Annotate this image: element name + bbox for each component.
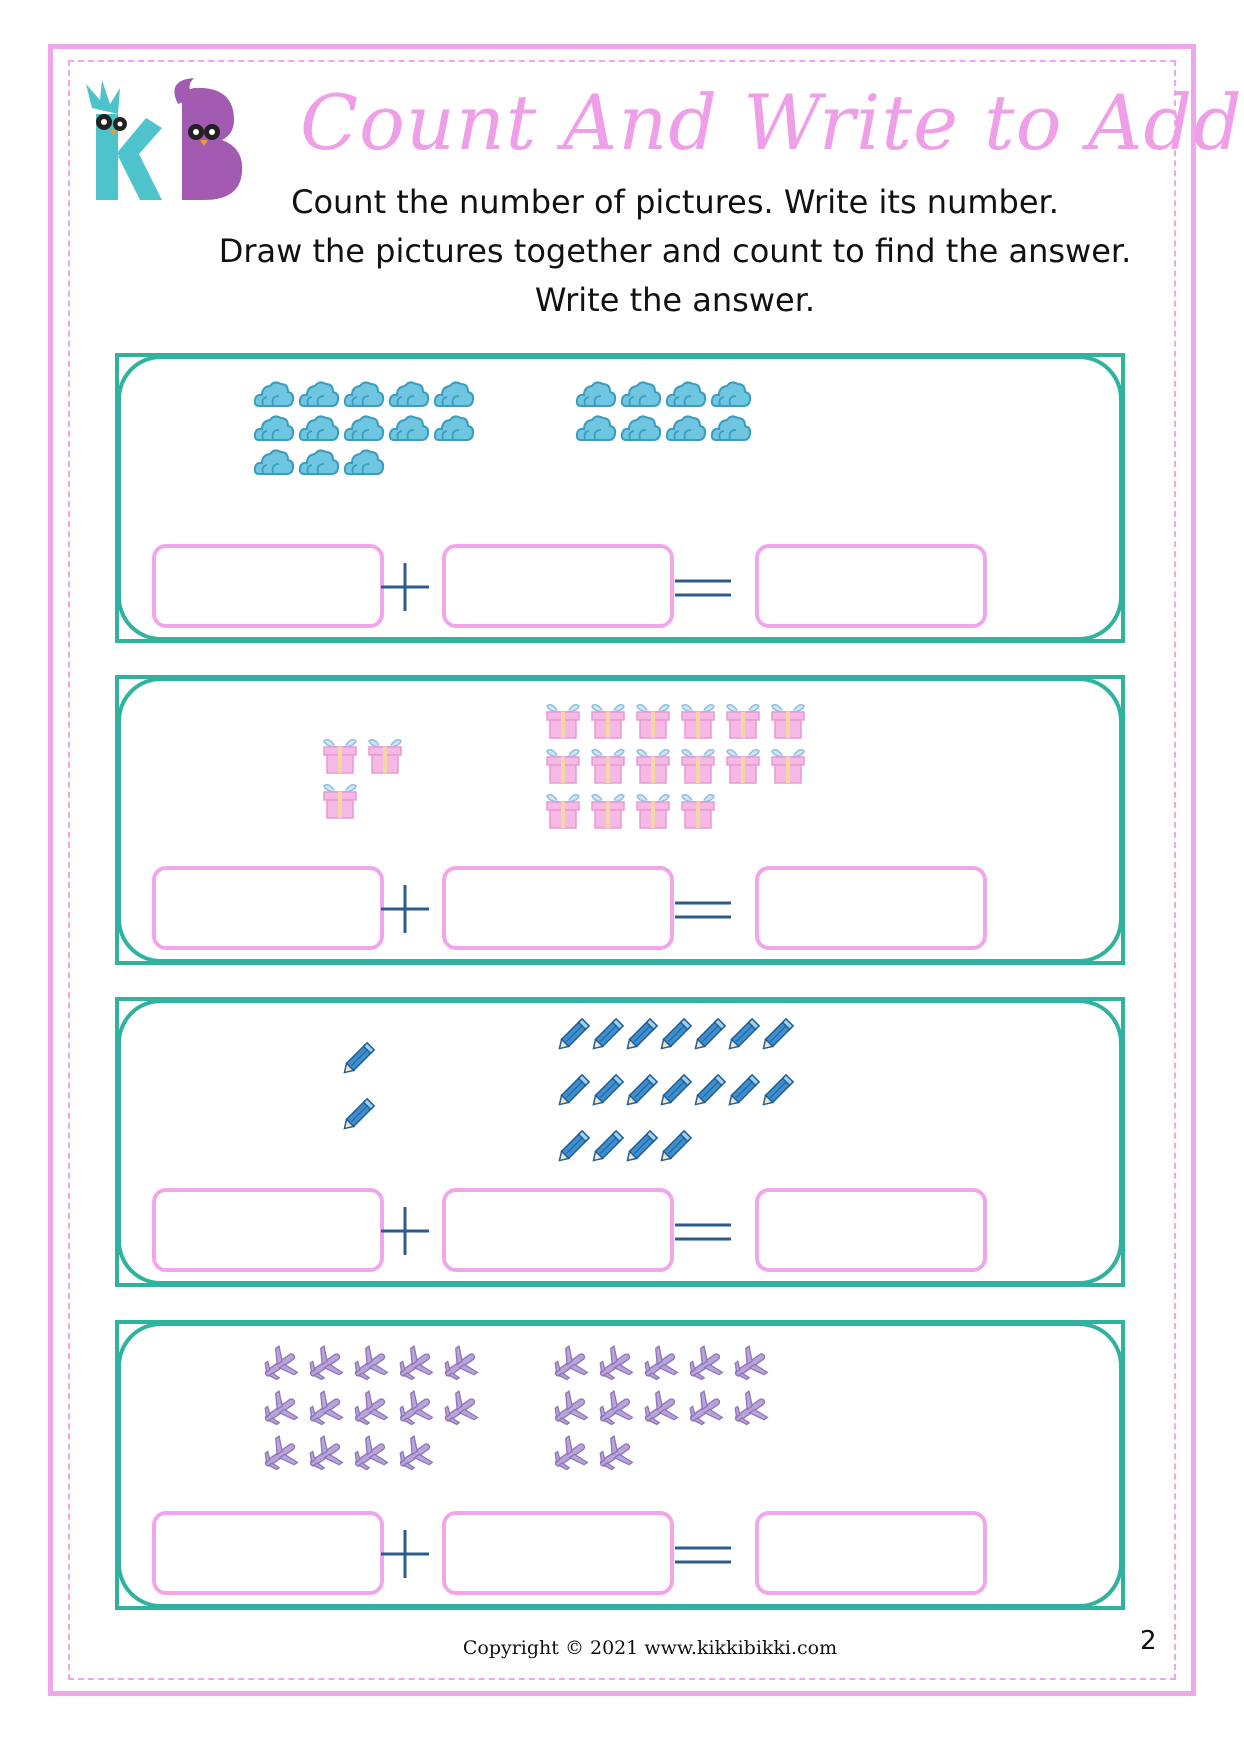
gift-icon — [588, 700, 628, 744]
airplane-icon — [260, 1345, 300, 1389]
cloud-icon — [575, 412, 617, 448]
gift-icon — [768, 700, 808, 744]
cloud-icon — [620, 378, 662, 414]
pencil-icon — [759, 1013, 799, 1057]
cloud-icon — [710, 412, 752, 448]
copyright-text: Copyright © 2021 www.kikkibikki.com — [462, 1637, 838, 1659]
cloud-icon — [253, 378, 295, 414]
gift-icon — [678, 790, 718, 834]
airplane-icon — [305, 1390, 345, 1434]
gift-icon — [588, 790, 628, 834]
cloud-icon — [298, 378, 340, 414]
cloud-icon — [575, 378, 617, 414]
pencil-icon — [340, 1037, 380, 1081]
airplane-icon — [440, 1390, 480, 1434]
cloud-icon — [343, 378, 385, 414]
plus-sign — [375, 879, 435, 939]
airplane-icon — [350, 1390, 390, 1434]
gift-icon — [633, 790, 673, 834]
first-addend-box[interactable] — [152, 1188, 384, 1272]
sum-answer-box[interactable] — [755, 1188, 987, 1272]
cloud-icon — [433, 412, 475, 448]
instruction-line-3: Write the answer. — [534, 281, 816, 319]
cloud-icon — [620, 412, 662, 448]
gift-icon — [768, 745, 808, 789]
cloud-icon — [710, 378, 752, 414]
gift-icon — [723, 700, 763, 744]
airplane-icon — [595, 1345, 635, 1389]
airplane-icon — [640, 1390, 680, 1434]
airplane-icon — [685, 1390, 725, 1434]
gift-icon — [543, 700, 583, 744]
instruction-line-1: Count the number of pictures. Write its number. — [291, 183, 1059, 221]
gift-icon — [633, 745, 673, 789]
cloud-icon — [433, 378, 475, 414]
problem-panel-3 — [115, 997, 1125, 1287]
airplane-icon — [550, 1435, 590, 1479]
plus-sign — [375, 1524, 435, 1584]
problem-panel-4 — [115, 1320, 1125, 1610]
equals-sign — [673, 1524, 733, 1584]
sum-answer-box[interactable] — [755, 544, 987, 628]
first-addend-box[interactable] — [152, 544, 384, 628]
airplane-icon — [305, 1345, 345, 1389]
first-addend-box[interactable] — [152, 1511, 384, 1595]
airplane-icon — [395, 1390, 435, 1434]
equals-sign — [673, 879, 733, 939]
sum-answer-box[interactable] — [755, 1511, 987, 1595]
gift-icon — [543, 790, 583, 834]
pencil-icon — [759, 1069, 799, 1113]
airplane-icon — [595, 1390, 635, 1434]
airplane-icon — [305, 1435, 345, 1479]
gift-icon — [543, 745, 583, 789]
gift-icon — [320, 735, 360, 779]
cloud-icon — [343, 412, 385, 448]
page-number: 2 — [1140, 1626, 1157, 1656]
airplane-icon — [350, 1345, 390, 1389]
gift-icon — [723, 745, 763, 789]
airplane-icon — [260, 1435, 300, 1479]
airplane-icon — [350, 1435, 390, 1479]
instruction-line-2: Draw the pictures together and count to find the answer. — [218, 232, 1132, 270]
equals-sign — [673, 557, 733, 617]
gift-icon — [633, 700, 673, 744]
sum-answer-box[interactable] — [755, 866, 987, 950]
cloud-icon — [343, 446, 385, 482]
airplane-icon — [730, 1390, 770, 1434]
airplane-icon — [550, 1390, 590, 1434]
cloud-icon — [388, 412, 430, 448]
gift-icon — [588, 745, 628, 789]
problem-panel-2 — [115, 675, 1125, 965]
logo-letter-k — [86, 80, 162, 200]
cloud-icon — [665, 378, 707, 414]
airplane-icon — [640, 1345, 680, 1389]
cloud-icon — [388, 378, 430, 414]
worksheet-title: Count And Write to Add — [300, 78, 1243, 167]
equals-sign — [673, 1201, 733, 1261]
cloud-icon — [298, 412, 340, 448]
cloud-icon — [665, 412, 707, 448]
pencil-icon — [340, 1093, 380, 1137]
problem-panel-1 — [115, 353, 1125, 643]
airplane-icon — [730, 1345, 770, 1389]
plus-sign — [375, 557, 435, 617]
airplane-icon — [550, 1345, 590, 1389]
gift-icon — [365, 735, 405, 779]
airplane-icon — [260, 1390, 300, 1434]
second-addend-box[interactable] — [442, 544, 674, 628]
cloud-icon — [253, 412, 295, 448]
logo-letter-b — [174, 78, 242, 200]
gift-icon — [320, 780, 360, 824]
first-addend-box[interactable] — [152, 866, 384, 950]
second-addend-box[interactable] — [442, 866, 674, 950]
second-addend-box[interactable] — [442, 1188, 674, 1272]
airplane-icon — [440, 1345, 480, 1389]
cloud-icon — [298, 446, 340, 482]
plus-sign — [375, 1201, 435, 1261]
airplane-icon — [395, 1435, 435, 1479]
cloud-icon — [253, 446, 295, 482]
gift-icon — [678, 700, 718, 744]
airplane-icon — [395, 1345, 435, 1389]
pencil-icon — [657, 1125, 697, 1169]
airplane-icon — [685, 1345, 725, 1389]
gift-icon — [678, 745, 718, 789]
second-addend-box[interactable] — [442, 1511, 674, 1595]
airplane-icon — [595, 1435, 635, 1479]
